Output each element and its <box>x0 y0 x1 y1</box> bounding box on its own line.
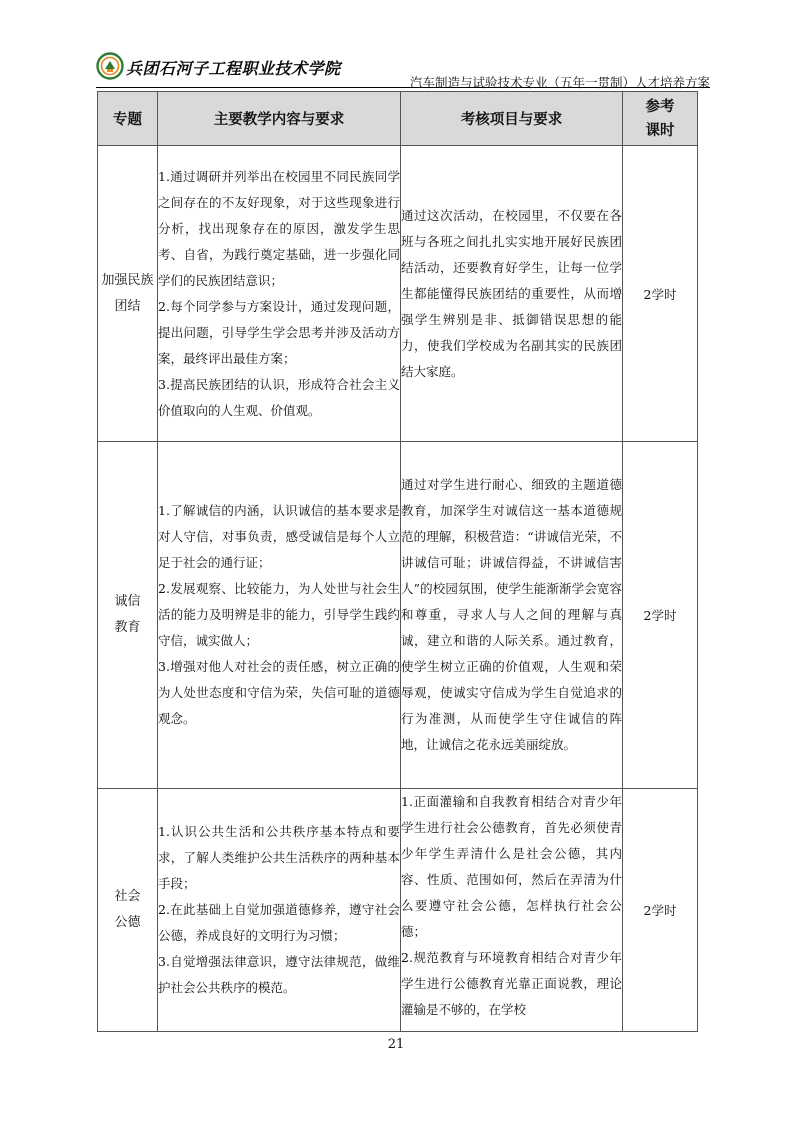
content-item: 1.通过调研并列举出在校园里不同民族同学之间存在的不友好现象，对于这些现象进行分析，找出现象存在的原因，激发学生思考、自省，为践行奠定基础，进一步强化同学们的民族团结意识； <box>158 168 400 288</box>
assessment-item: 通过对学生进行耐心、细致的主题道德教育，加深学生对诚信这一基本道德规范的理解，积极营造：“讲诚信光荣，不讲诚信可耻；讲诚信得益，不讲诚信害人”的校园氛围，使学生能渐渐学会宽容和尊重，寻求人与人之间的理解与真诚，建立和谐的人际关系。通过教育，使学生树立正确的价值观，人生观和荣辱观，使诚实守信成为学生自觉追求的行为准测，从而使学生守住诚信的阵地，让诚信之花永远美丽绽放。 <box>401 477 622 752</box>
table-row <box>98 442 698 789</box>
assessment-cell <box>401 146 623 442</box>
page-header <box>96 52 710 90</box>
content-item: 3.提高民族团结的认识，形成符合社会主义价值取向的人生观、价值观。 <box>158 376 400 418</box>
school-logo-icon <box>96 52 124 80</box>
content-item: 1.了解诚信的内涵，认识诚信的基本要求是对人守信，对事负责，感受诚信是每个人立足于社会的通行证； <box>158 503 400 570</box>
topic-cell <box>98 442 158 789</box>
topic-text: 加强民族团结 <box>101 272 154 314</box>
page-number: 21 <box>387 1037 405 1052</box>
column-header-hours-label: 参考课时 <box>645 98 675 139</box>
topic-text: 社会公德 <box>114 889 141 930</box>
column-header-assessment: 考核项目与要求 <box>401 92 623 146</box>
column-header-topic: 专题 <box>98 92 158 146</box>
school-name: 兵团石河子工程职业技术学院 <box>126 59 341 78</box>
content-item: 1.认识公共生活和公共秩序基本特点和要求，了解人类维护公共生活秩序的两种基本手段； <box>158 824 400 891</box>
hours-cell: 2学时 <box>623 146 698 442</box>
assessment-item: 通过这次活动，在校园里，不仅要在各班与各班之间扎扎实实地开展好民族团结活动，还要教育好学生，让每一位学生都能懂得民族团结的重要性，从而增强学生辨别是非、抵御错误思想的能力，使我们学校成为名副其实的民族团结大家庭。 <box>401 207 622 379</box>
table-header-row <box>98 92 698 146</box>
assessment-cell <box>401 442 623 789</box>
assessment-item: 1.正面灌输和自我教育相结合对青少年学生进行社会公德教育，首先必须使青少年学生弄清什么是社会公德，其内容、性质、范围如何，然后在弄清为什么要遵守社会公德，怎样执行社会公德； <box>401 794 622 939</box>
column-header-content: 主要教学内容与要求 <box>158 92 401 146</box>
assessment-item: 2.规范教育与环境教育相结合对青少年学生进行公德教育光靠正面说教，理论灌输是不够的，在学校 <box>401 950 622 1017</box>
header-divider <box>96 87 710 88</box>
document-title: 汽车制造与试验技术专业（五年一贯制）人才培养方案 <box>409 75 710 90</box>
table-row <box>98 789 698 1032</box>
topic-cell <box>98 789 158 1032</box>
column-header-hours <box>623 92 698 146</box>
topic-cell <box>98 146 158 442</box>
assessment-cell <box>401 789 623 1032</box>
content-item: 2.在此基础上自觉加强道德修养，遵守社会公德，养成良好的文明行为习惯； <box>158 902 400 943</box>
content-cell <box>158 442 401 789</box>
curriculum-table <box>97 91 698 1032</box>
content-cell <box>158 146 401 442</box>
content-item: 3.自觉增强法律意识，遵守法律规范，做维护社会公共秩序的模范。 <box>158 954 400 995</box>
content-item: 2.每个同学参与方案设计，通过发现问题，提出问题，引导学生学会思考并涉及活动方案，最终评出最佳方案； <box>158 298 400 366</box>
hours-cell: 2学时 <box>623 442 698 789</box>
hours-cell: 2学时 <box>623 789 698 1032</box>
table-row <box>98 146 698 442</box>
topic-text: 诚信教育 <box>114 594 141 635</box>
content-cell <box>158 789 401 1032</box>
content-item: 3.增强对他人对社会的责任感，树立正确的为人处世态度和守信为荣，失信可耻的道德观念。 <box>158 659 400 726</box>
content-item: 2.发展观察、比较能力，为人处世与社会生活的能力及明辨是非的能力，引导学生践约守信，诚实做人； <box>158 581 400 648</box>
